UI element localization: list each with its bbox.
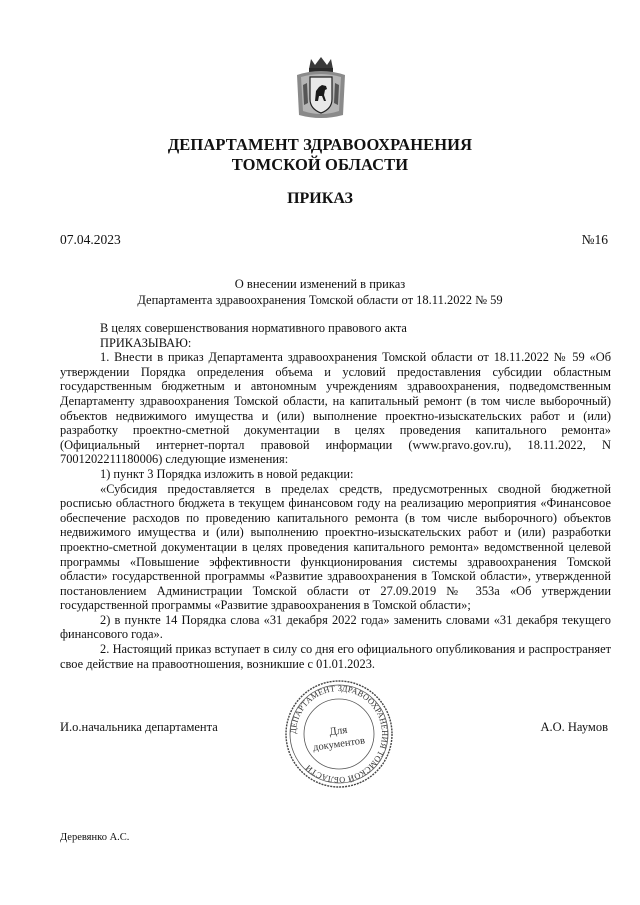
signatory-name: А.О. Наумов [540, 720, 608, 734]
subject-line-2: Департамента здравоохранения Томской области от 18.11.2022 № 59 [137, 292, 503, 307]
paragraph-5: 2. Настоящий приказ вступает в силу со дня его официального опубликования и распространяет свое действие на правоотношения, возникшие с 01.01.2023. [60, 642, 611, 671]
intro-line-2: ПРИКАЗЫВАЮ: [100, 335, 192, 350]
order-number: №16 [581, 232, 608, 247]
order-date: 07.04.2023 [60, 232, 121, 247]
subject-line-1: О внесении изменений в приказ [234, 277, 406, 291]
stamp-center-line-1: Для [328, 723, 349, 739]
header-line-2: ТОМСКОЙ ОБЛАСТИ [231, 155, 409, 174]
paragraph-3: «Субсидия предоставляется в пределах средств, предусмотренных сводной бюджетной росписью областного бюджета в текущем финансовом году на реализацию мероприятия «Финансовое обеспечение расходов по проведению капитального ремонта (в том числе выборочного) объектов недвижимого имущества и (или) выполнению проектно-изыскательских работ и (или) разработки проектно-сметной документации в целях проведения капитального ремонта» ведомственной целевой программы «Повышение эффективности функционирования системы здравоохранения Томской области» государственной программы «Развитие здравоохранения в Томской области», утвержденной постановлением Администрации Томской области от 27.09.2019 № 353а «Об утверждении государственной программы «Развитие здравоохранения в Томской области»; [60, 481, 611, 613]
document-author: Деревянко А.С. [60, 832, 130, 843]
department-header [0, 135, 640, 175]
paragraph-2: 1) пункт 3 Порядка изложить в новой редакции: [100, 466, 354, 481]
intro-line-1: В целях совершенствования нормативного правового акта [100, 321, 407, 335]
stamp-ring-text: ДЕПАРТАМЕНТ ЗДРАВООХРАНЕНИЯ ТОМСКОЙ ОБЛАСТИ [288, 683, 390, 785]
paragraph-4: 2) в пункте 14 Порядка слова «31 декабря 2022 года» заменить словами «31 декабря текущего финансового года». [60, 612, 611, 642]
coat-of-arms-icon [295, 55, 347, 121]
order-body [60, 321, 611, 671]
header-line-1: ДЕПАРТАМЕНТ ЗДРАВООХРАНЕНИЯ [167, 135, 473, 154]
official-stamp [283, 678, 395, 790]
order-title: ПРИКАЗ [287, 190, 353, 207]
signatory-position: И.о.начальника департамента [60, 720, 218, 734]
order-subject [0, 277, 640, 308]
paragraph-1: 1. Внести в приказ Департамента здравоохранения Томской области от 18.11.2022 № 59 «Об утверждении Порядка определения объема и условий предоставления субсидии областным государственным бюджетным и автономным учреждениям здравоохранения, подведомственным Департаменту здравоохранения Томской области, на капитальный ремонт (в том числе выборочный) объектов недвижимого имущества и (или) выполнение проектно-изыскательских работ и (или) разработку проектно-сметной документации в целях проведения капитального ремонта» (Официальный интернет-портал правовой информации (www.pravo.gov.ru), 18.11.2022, N 7001202211180006) следующие изменения: [60, 350, 611, 467]
stamp-center-line-2: документов [312, 735, 366, 754]
